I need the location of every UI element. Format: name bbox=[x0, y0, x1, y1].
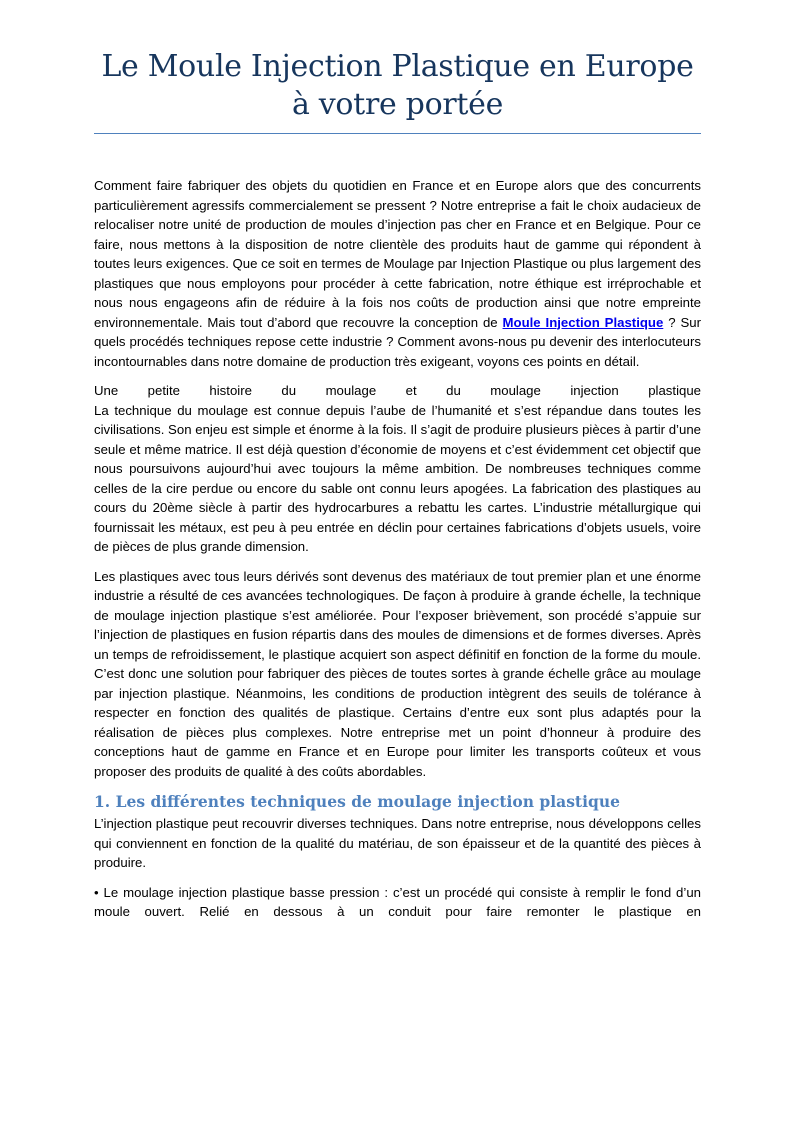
intro-text: Comment faire fabriquer des objets du quotidien en France et en Europe alors que des concurrents particulièrement agressifs commercialement se pressent ? Notre entreprise a fait le choix audacieux de relocaliser notre unité de production de moules d’injection pas cher en France et en Belgique. Pour ce faire, nous mettons à la disposition de notre clientèle des produits haut de gamme qui répondent à toutes leurs exigences. Que ce soit en termes de Moulage par Injection Plastique ou plus largement des plastiques que nous employons pour procéder à cette fabrication, notre éthique est irréprochable et nous nous engageons afin de réduire à la fois nos coûts de production ainsi que notre empreinte environnementale. Mais tout d’abord que recouvre la conception de bbox=[94, 178, 701, 330]
moule-injection-plastique-link[interactable]: Moule Injection Plastique bbox=[502, 314, 664, 330]
title-divider bbox=[94, 133, 701, 134]
paragraph-history bbox=[94, 381, 701, 557]
document-body bbox=[94, 176, 701, 932]
history-heading-line: Une petite histoire du moulage et du moulage injection plastique bbox=[94, 383, 701, 398]
paragraph-intro bbox=[94, 176, 701, 371]
history-text: La technique du moulage est connue depuis l’aube de l’humanité et s’est répandue dans toutes les civilisations. Son enjeu est simple et énorme à la fois. Il s’agit de produire plusieurs pièces à partir d’une seule et même matrice. Il est déjà question d’économie de moyens et c’est évidemment cet objectif que nous poursuivons aujourd’hui avec toujours la même ambition. De nombreuses techniques comme celles de la cire perdue ou encore du sable ont connu leurs apogées. La fabrication des plastiques au cours du 20ème siècle à partir des hydrocarbures a rebattu les cartes. L’industrie métallurgique qui fournissait les métaux, est peu à peu entrée en déclin pour certaines fabrications d’objets usuels, voire de pièces de plus grande dimension. bbox=[94, 402, 701, 554]
paragraph-low-pressure: • Le moulage injection plastique basse pression : c’est un procédé qui consiste à remplir le fond d’un moule ouvert. Relié en dessous à un conduit pour faire remonter le plastique en bbox=[94, 884, 701, 919]
title-line-1: Le Moule Injection Plastique en Europe bbox=[101, 49, 694, 84]
paragraph-techniques: L’injection plastique peut recouvrir diverses techniques. Dans notre entreprise, nous développons celles qui conviennent en fonction de la qualité du matériau, de son épaisseur et de la quantité des pièces à produire. bbox=[94, 816, 701, 870]
title-line-2: à votre portée bbox=[291, 87, 504, 122]
intro-text-end: ? Sur quels procédés techniques repose cette industrie ? Comment avons-nous pu devenir des interlocuteurs incontournables dans notre domaine de production très exigeant, voyons ces points en détail. bbox=[94, 314, 701, 369]
paragraph-plastics: Les plastiques avec tous leurs dérivés sont devenus des matériaux de tout premier plan et une énorme industrie a résulté de ces avancées technologiques. De façon à produire à grande échelle, la technique de moulage injection plastique s’est améliorée. Pour l’exposer brièvement, son procédé s’appuie sur l’injection de plastiques en fusion répartis dans des moules de dimensions et de formes diverses. Après un temps de refroidissement, le plastique acquiert son aspect définitif en fonction de la forme du moule. C’est donc une solution pour fabriquer des pièces de toutes sortes à grande échelle grâce au moulage par injection plastique. Néanmoins, les conditions de production intègrent des seuils de tolérance à respecter en fonction des qualités de plastique. Certains d’entre eux sont plus adaptés pour la réalisation de pièces plus complexes. Notre entreprise met un point d’honneur à produire des conceptions haut de gamme en France et en Europe pour limiter les transports coûteux et vous proposer des produits de qualité à des coûts abordables. bbox=[94, 568, 701, 779]
section-heading-techniques: 1. Les différentes techniques de moulage injection plastique bbox=[94, 792, 620, 811]
document-title bbox=[94, 48, 701, 124]
